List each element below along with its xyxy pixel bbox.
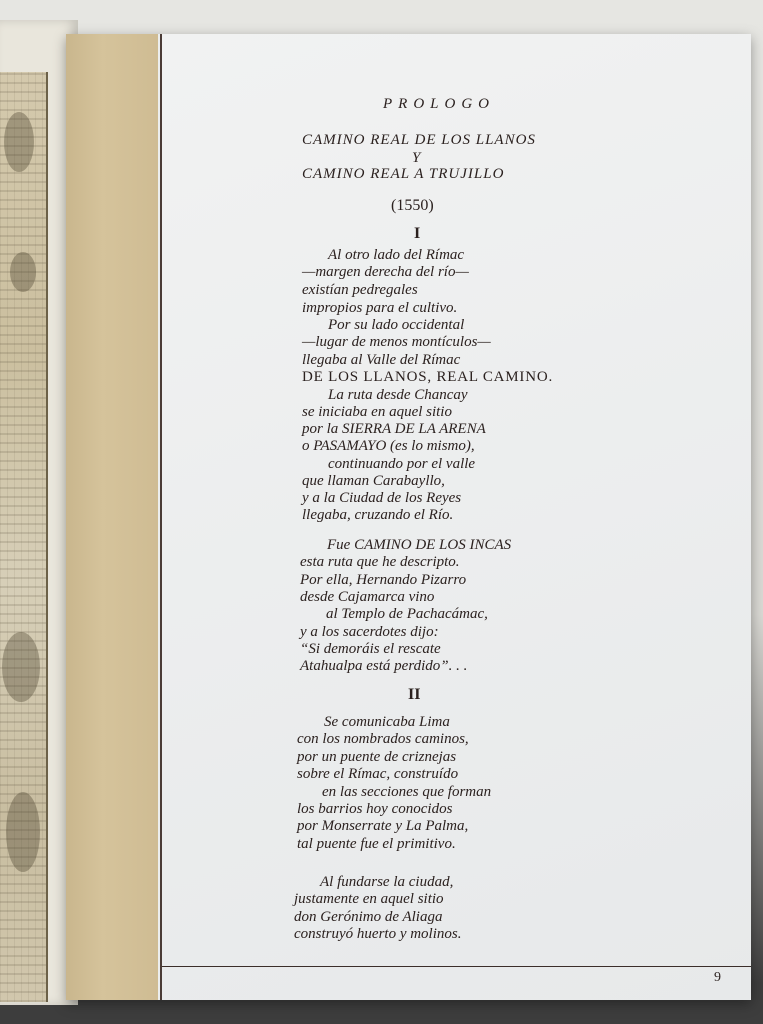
verse-line: don Gerónimo de Aliaga <box>294 909 443 925</box>
footer-rule <box>162 966 751 967</box>
verse-line: se iniciaba en aquel sitio <box>302 404 452 420</box>
verse-line: en las secciones que forman <box>322 784 492 800</box>
page-margin-band <box>66 34 158 1000</box>
verse-line: impropios para el cultivo. <box>302 300 458 316</box>
subtitle-camino-trujillo: CAMINO REAL A TRUJILLO <box>302 166 505 182</box>
verse-line: llegaba al Valle del Rímac <box>302 352 461 368</box>
verse-line: —lugar de menos montículos— <box>302 334 491 350</box>
verse-line: desde Cajamarca vino <box>300 589 435 605</box>
section-numeral-2: II <box>408 686 421 703</box>
verse-line: —margen derecha del río— <box>302 264 469 280</box>
verse-line: y a la Ciudad de los Reyes <box>302 490 462 506</box>
page-number: 9 <box>714 970 721 985</box>
verse-line: Fue CAMINO DE LOS INCAS <box>327 537 512 553</box>
subtitle-conjunction: Y <box>412 150 422 166</box>
map-illustration <box>0 72 48 1002</box>
verse-line: o PASAMAYO (es lo mismo), <box>302 438 475 454</box>
map-detail <box>10 252 36 292</box>
verse-line: al Templo de Pachacámac, <box>326 606 488 622</box>
verse-line: llegaba, cruzando el Río. <box>302 507 454 523</box>
verse-line: por Monserrate y La Palma, <box>297 818 469 834</box>
verse-line: sobre el Rímac, construído <box>297 766 459 782</box>
verse-line: “Si demoráis el rescate <box>300 641 441 657</box>
map-detail <box>6 792 40 872</box>
verse-line: Al fundarse la ciudad, <box>320 874 454 890</box>
verse-line: Por su lado occidental <box>328 317 465 333</box>
year: (1550) <box>391 197 434 214</box>
verse-line: tal puente fue el primitivo. <box>297 836 456 852</box>
verse-line: con los nombrados caminos, <box>297 731 469 747</box>
verse-line: DE LOS LLANOS, REAL CAMINO. <box>302 369 554 385</box>
verse-line: esta ruta que he descripto. <box>300 554 460 570</box>
verse-line: Atahualpa está perdido”. . . <box>300 658 468 674</box>
verse-line: continuando por el valle <box>328 456 476 472</box>
verse-line: que llaman Carabayllo, <box>302 473 445 489</box>
verse-line: Al otro lado del Rímac <box>328 247 465 263</box>
map-detail <box>2 632 40 702</box>
verse-line: los barrios hoy conocidos <box>297 801 453 817</box>
prologue-heading: PROLOGO <box>383 96 495 112</box>
verse-line: Se comunicaba Lima <box>324 714 450 730</box>
section-numeral-1: I <box>414 225 421 242</box>
verse-line: justamente en aquel sitio <box>294 891 444 907</box>
verse-line: por la SIERRA DE LA ARENA <box>302 421 486 437</box>
verse-line: por un puente de criznejas <box>297 749 457 765</box>
verse-line: construyó huerto y molinos. <box>294 926 462 942</box>
verse-line: La ruta desde Chancay <box>328 387 468 403</box>
verse-line: existían pedregales <box>302 282 418 298</box>
verse-line: y a los sacerdotes dijo: <box>300 624 439 640</box>
map-detail <box>4 112 34 172</box>
verse-line: Por ella, Hernando Pizarro <box>300 572 467 588</box>
subtitle-camino-llanos: CAMINO REAL DE LOS LLANOS <box>302 132 536 148</box>
